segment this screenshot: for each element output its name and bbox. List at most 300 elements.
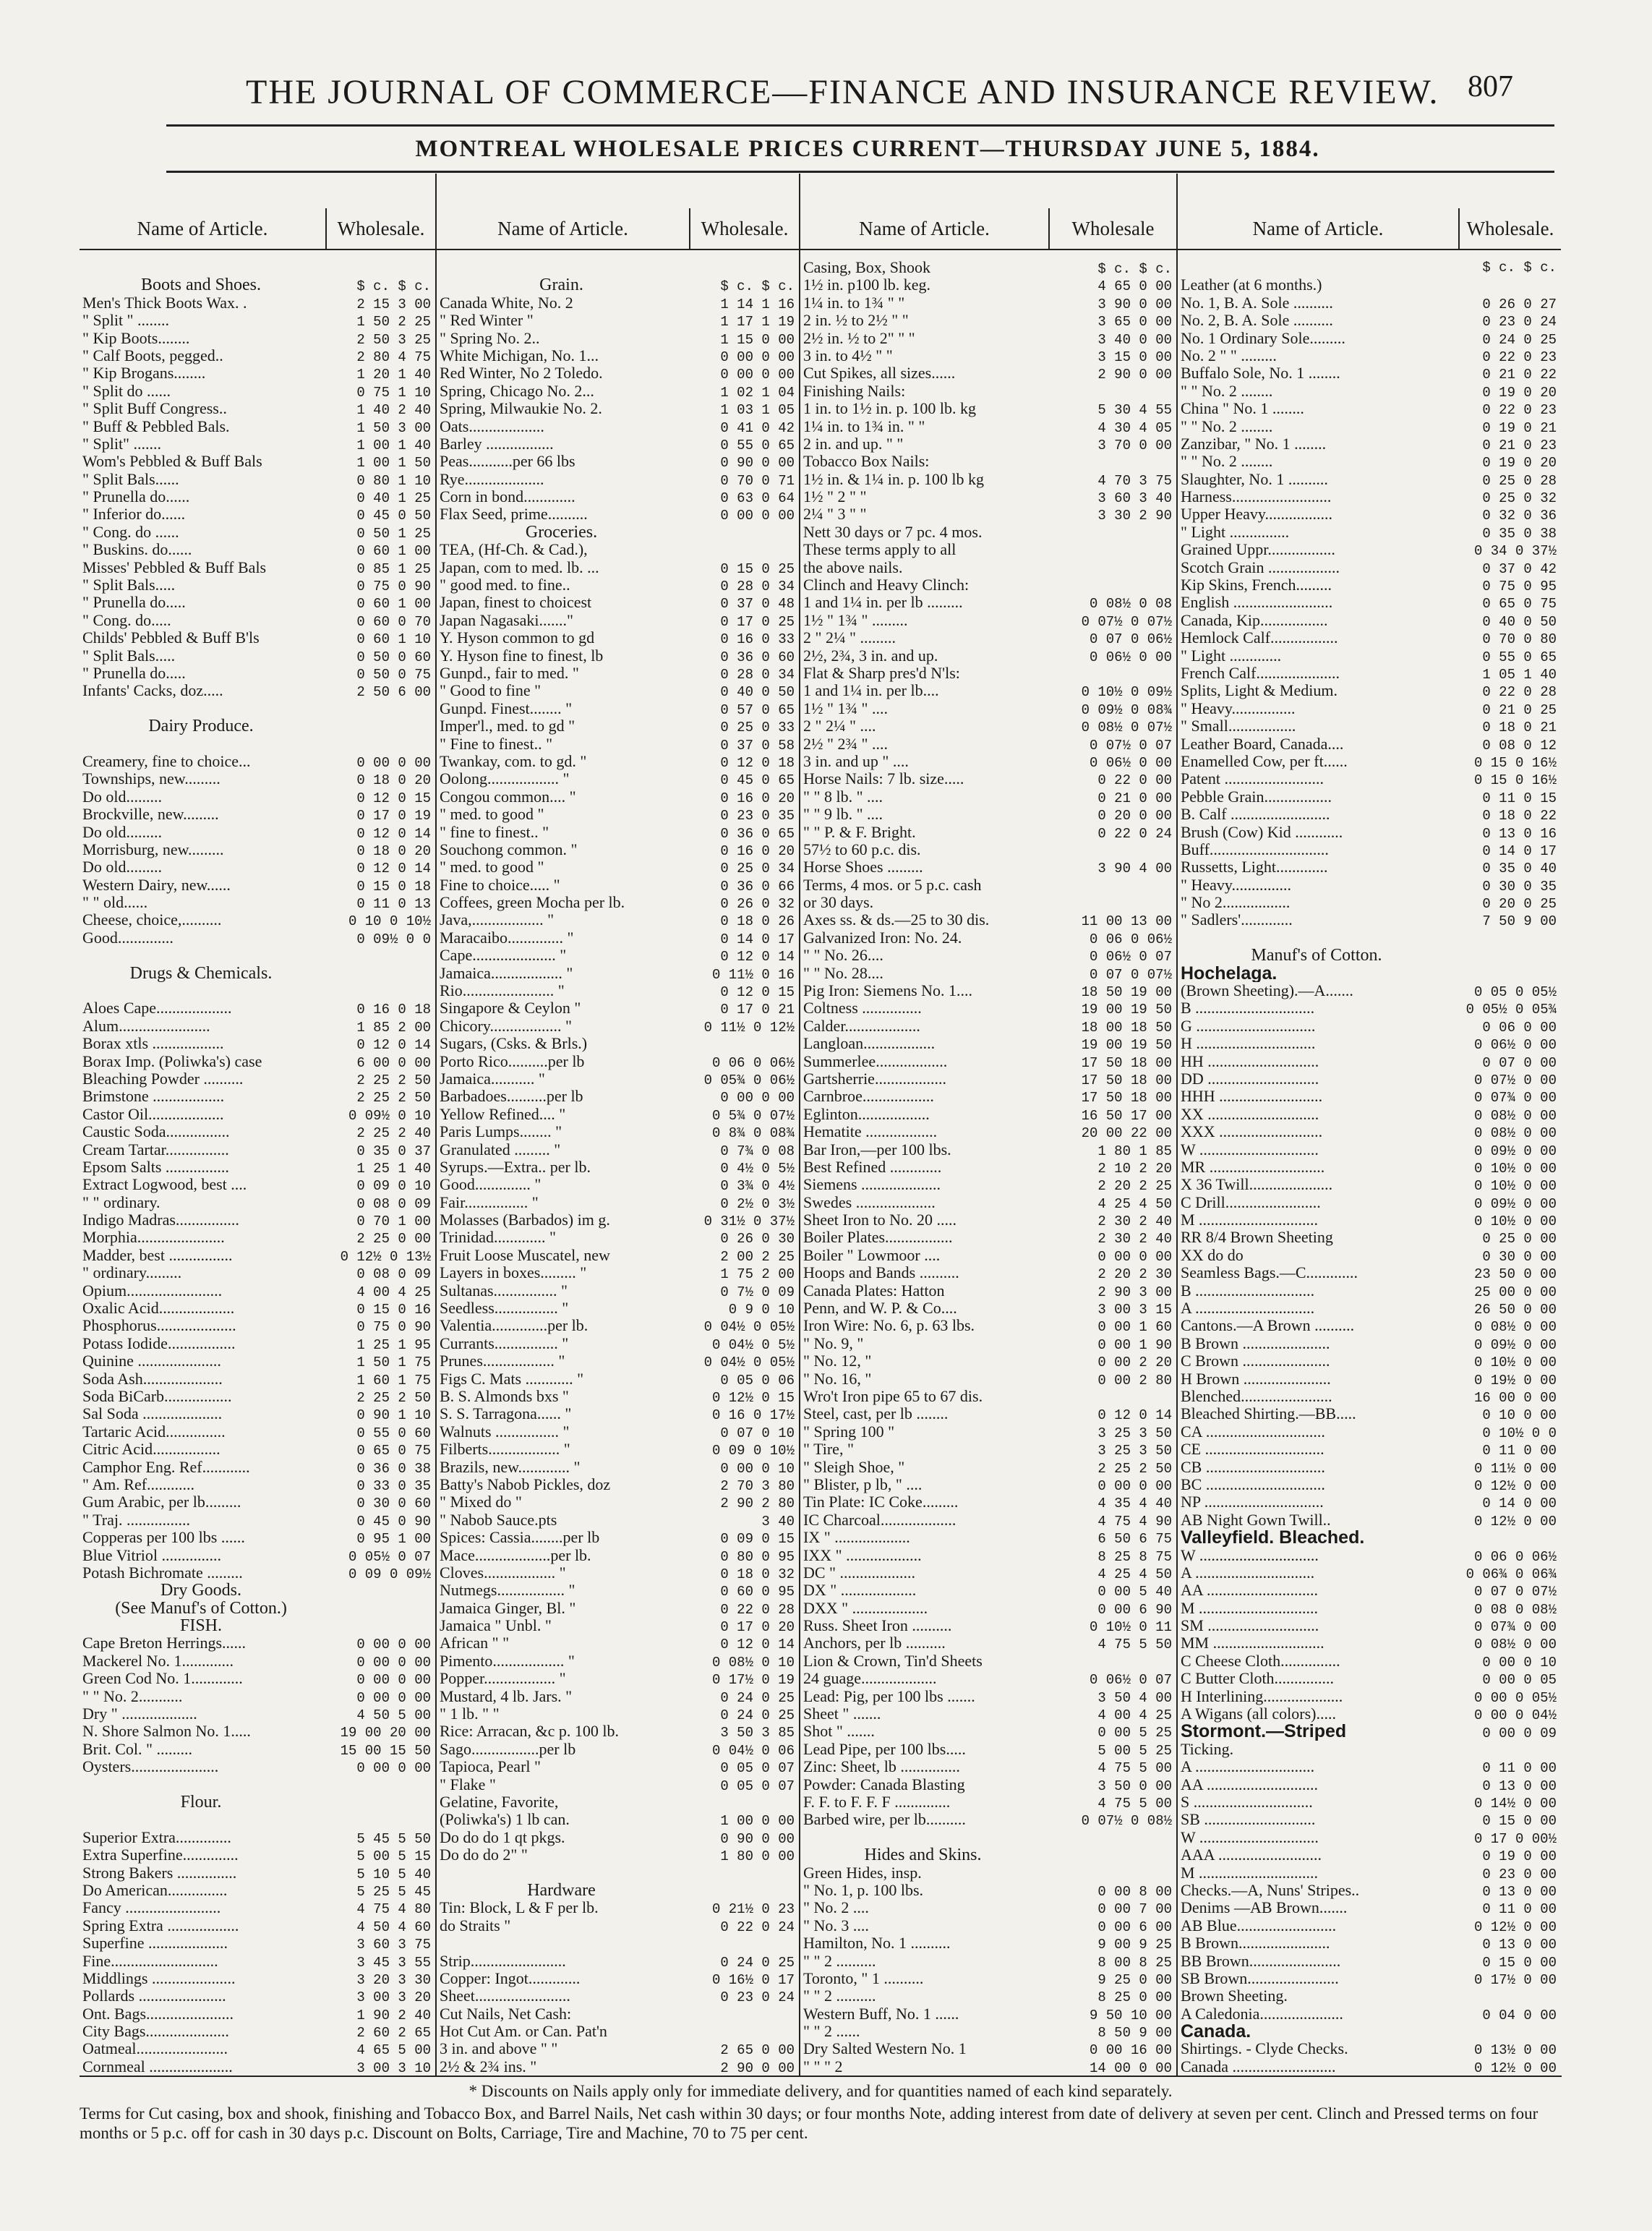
wholesale-price: 0 05 0 06 (720, 1372, 795, 1388)
price-row (1178, 753, 1561, 770)
wholesale-price: 0 57 0 65 (720, 701, 795, 718)
wholesale-price: 2 70 3 80 (720, 1477, 795, 1494)
price-row (437, 435, 799, 453)
article-name: 24 guage................... (803, 1670, 937, 1688)
article-name: Barley ................. (440, 435, 554, 453)
article-name: 2½ & 2¾ ins. " (440, 2057, 537, 2074)
article-name: Hides and Skins. (864, 1846, 982, 1864)
price-row (1178, 1317, 1561, 1334)
price-row (800, 1018, 1176, 1035)
article-name: Carnbroe.................. (803, 1088, 934, 1106)
article-name: " No 2................. (1181, 894, 1291, 912)
price-row (1178, 1176, 1561, 1193)
article-name: " " P. & F. Bright. (803, 823, 916, 841)
wholesale-price: 1 17 1 19 (720, 314, 795, 330)
wholesale-price: 0 12½ 0 00 (1473, 1477, 1557, 1494)
wholesale-price: 0 25 0 33 (720, 720, 795, 736)
price-row (80, 770, 435, 788)
wholesale-price: 17 50 18 00 (1081, 1072, 1172, 1088)
article-name: B. S. Almonds bxs " (440, 1388, 569, 1405)
wholesale-price: 1 40 2 40 (356, 402, 431, 419)
price-rows (437, 250, 799, 2074)
price-row (437, 824, 799, 841)
wholesale-price: 7 50 9 00 (1482, 913, 1557, 930)
price-row (437, 1899, 799, 1916)
price-row (800, 1953, 1176, 1970)
price-row (1178, 1793, 1561, 1811)
article-name: Cape Breton Herrings...... (82, 1634, 247, 1652)
wholesale-price: 0 55 0 60 (356, 1425, 431, 1441)
article-name: M .............................. (1181, 1599, 1319, 1617)
price-row (80, 488, 435, 506)
wholesale-price: 4 75 5 00 (1097, 1760, 1172, 1777)
wholesale-price: 0 07½ 0 07½ (1081, 613, 1172, 630)
price-row (800, 1882, 1176, 1899)
price-row (1178, 259, 1561, 276)
price-row (800, 1300, 1176, 1317)
wholesale-price: 0 00 0 10 (720, 1460, 795, 1477)
price-row (80, 911, 435, 929)
wholesale-price: 0 14 0 00 (1482, 1496, 1557, 1512)
wholesale-price: 0 00 0 00 (720, 1090, 795, 1106)
article-name: Sheet........................ (440, 1987, 570, 2005)
article-name: Twankay, com. to gd. " (440, 752, 587, 770)
price-row (437, 911, 799, 929)
price-row (437, 1088, 799, 1105)
price-row (1178, 400, 1561, 417)
article-name: " med. to good " (440, 806, 544, 824)
price-row (80, 1970, 435, 1987)
price-row (80, 665, 435, 682)
article-name: Drugs & Chemicals. (129, 964, 273, 983)
article-name: Wom's Pebbled & Buff Bals (82, 453, 262, 471)
price-row (80, 471, 435, 488)
article-name: Sugars, (Csks. & Brls.) (440, 1035, 588, 1053)
wholesale-price: 0 08½ 0 10 (711, 1654, 795, 1671)
price-row (800, 435, 1176, 453)
article-name: " Buskins. do...... (82, 541, 192, 559)
price-row (80, 929, 435, 947)
article-name: " Traj. ................ (82, 1511, 190, 1529)
article-name: Swedes .................... (803, 1193, 936, 1211)
price-row (800, 1688, 1176, 1705)
article-name: " " 2 .......... (803, 1987, 876, 2005)
price-row (800, 947, 1176, 964)
article-name: Hematite .................. (803, 1123, 938, 1141)
article-name: Opium........................ (82, 1281, 223, 1300)
article-name: Western Dairy, new...... (82, 876, 231, 894)
wholesale-price: 0 00 5 25 (1097, 1725, 1172, 1741)
article-name: Do do do 2" " (440, 1846, 528, 1864)
wholesale-price: 0 07½ 0 07 (1089, 737, 1172, 754)
article-name: Citric Acid................. (82, 1441, 221, 1459)
price-row (437, 1106, 799, 1123)
price-row (437, 1793, 799, 1811)
wholesale-price: 0 12½ 0 00 (1473, 2060, 1557, 2074)
article-name: B .............................. (1181, 999, 1315, 1018)
price-row (800, 647, 1176, 665)
wholesale-price: 0 09 0 10 (356, 1178, 431, 1195)
price-row (437, 770, 799, 788)
article-name: Sheet " ....... (803, 1705, 881, 1723)
article-name: (See Manuf's of Cotton.) (115, 1599, 287, 1618)
price-row (80, 1705, 435, 1723)
wholesale-price: 0 00 0 00 (720, 508, 795, 524)
price-row (1178, 435, 1561, 453)
article-name: " good med. to fine.. (440, 576, 570, 594)
wholesale-price: 0 00 0 00 (356, 1654, 431, 1671)
article-name: Canada Plates: Hatton (803, 1281, 945, 1300)
article-name: Grained Uppr................. (1181, 541, 1335, 559)
discount-note: * Discounts on Nails apply only for immediate delivery, and for quantities named of each kind separately. (468, 2082, 1173, 2100)
article-name: 1¼ in. to 1¾ in. " " (803, 417, 925, 435)
wholesale-price: 0 12 0 14 (356, 825, 431, 842)
article-name: Dry Goods. (161, 1582, 241, 1600)
article-name: Madder, best ................ (82, 1246, 233, 1264)
article-name: Boiler Plates................. (803, 1229, 953, 1247)
article-name: Russ. Sheet Iron .......... (803, 1617, 952, 1635)
wholesale-price: 3 15 0 00 (1097, 349, 1172, 365)
wholesale-price: 1 20 1 40 (356, 367, 431, 383)
wholesale-price: 0 04 0 00 (1482, 2007, 1557, 2023)
price-row (800, 1441, 1176, 1458)
article-name: Wro't Iron pipe 65 to 67 dis. (803, 1388, 983, 1405)
wholesale-price: 4 00 4 25 (1097, 1707, 1172, 1724)
wholesale-price: 0 9 0 10 (728, 1302, 795, 1318)
article-name: Iron Wire: No. 6, p. 63 lbs. (803, 1317, 975, 1335)
article-name: Popper.................. " (440, 1670, 566, 1688)
price-row (80, 1899, 435, 1916)
price-row (800, 1829, 1176, 1846)
wholesale-price: 0 11½ 0 12½ (703, 1019, 795, 1036)
wholesale-price: 0 28 0 34 (720, 579, 795, 595)
price-row (1178, 1476, 1561, 1493)
article-name: Infants' Cacks, doz..... (82, 682, 223, 700)
article-name: B. Calf ......................... (1181, 806, 1330, 824)
price-row (437, 1547, 799, 1564)
price-row (437, 1600, 799, 1617)
price-row (800, 1811, 1176, 1828)
article-name: Steel, cast, per lb ........ (803, 1405, 949, 1423)
article-name: " Kip Brogans........ (82, 364, 206, 383)
wholesale-price: 0 16 0 18 (356, 1002, 431, 1018)
article-name: Superior Extra.............. (82, 1828, 231, 1846)
price-row (800, 1423, 1176, 1441)
price-row (437, 1688, 799, 1705)
article-name: " Prunella do..... (82, 664, 186, 682)
article-name: Superfine .................... (82, 1934, 228, 1953)
wholesale-price: 0 11 0 13 (356, 896, 431, 913)
article-name: Buffalo Sole, No. 1 ........ (1181, 364, 1340, 383)
article-name: " " 9 lb. " .... (803, 806, 883, 824)
wholesale-price: 17 50 18 00 (1081, 1054, 1172, 1071)
section-heading (80, 965, 435, 982)
price-row (80, 1035, 435, 1052)
article-name: Y. Hyson common to gd (440, 629, 595, 647)
article-name: Fine to choice..... " (440, 876, 560, 894)
article-name: Canada, Kip................. (1181, 611, 1328, 629)
article-name: 3 in. to 4½ " " (803, 346, 893, 364)
price-row (1178, 1511, 1561, 1529)
price-row (1178, 594, 1561, 611)
wholesale-price: 0 19 0 21 (1482, 419, 1557, 436)
wholesale-price: 4 25 4 50 (1097, 1566, 1172, 1582)
wholesale-price: 0 00 0 00 (1097, 1248, 1172, 1265)
article-name: DD ............................ (1181, 1070, 1319, 1088)
wholesale-price: 5 30 4 55 (1097, 402, 1172, 419)
price-row (800, 471, 1176, 488)
wholesale-price: 3 40 0 00 (1097, 331, 1172, 348)
price-row (80, 1670, 435, 1687)
price-row (80, 1317, 435, 1334)
price-row (80, 1634, 435, 1652)
wholesale-price: 2 25 2 50 (356, 1090, 431, 1106)
wholesale-price: 1 60 1 75 (356, 1372, 431, 1388)
article-name: Chicory.................. " (440, 1017, 572, 1035)
price-row (1178, 1564, 1561, 1582)
price-row (437, 1459, 799, 1476)
article-name: Men's Thick Boots Wax. . (82, 294, 247, 312)
price-rows (800, 250, 1176, 2074)
wholesale-price: 0 19 0 20 (1482, 455, 1557, 472)
wholesale-price: 0 05 0 05½ (1473, 984, 1557, 1001)
wholesale-price: 4 75 5 00 (1097, 1795, 1172, 1812)
price-row (1178, 841, 1561, 858)
article-name: Kip Skins, French......... (1181, 576, 1332, 594)
price-row (1178, 347, 1561, 364)
article-name: Borax xtls .................. (82, 1035, 224, 1053)
price-row (800, 276, 1176, 294)
price-row (800, 911, 1176, 929)
price-row (437, 1317, 799, 1334)
wholesale-price: 0 04½ 0 05½ (703, 1319, 795, 1336)
price-row (437, 1934, 799, 1952)
terms-note: Terms for Cut casing, box and shook, finishing and Tobacco Box, and Barrel Nails, Net cash within 30 days; or four months Note, adding interest from date of delivery at seven per cent. Clinch and Pressed terms on four months or 5 p.c. off for cash in 30 days p.c. Discount on Bolts, Carriage, Tire and Machine, 70 to 75 per cent. (80, 2104, 1538, 2142)
wholesale-price: 0 12 0 14 (720, 1637, 795, 1653)
wholesale-price: 19 00 19 50 (1081, 1002, 1172, 1018)
wholesale-price: 3 00 3 15 (1097, 1302, 1172, 1318)
price-row (1178, 1582, 1561, 1599)
wholesale-price: $ c. $ c. (356, 278, 431, 295)
article-name: Enamelled Cow, per ft...... (1181, 752, 1348, 770)
article-name: XXX .......................... (1181, 1123, 1323, 1141)
wholesale-price: 0 17 0 19 (356, 808, 431, 824)
wholesale-price: 17 50 18 00 (1081, 1090, 1172, 1106)
article-name: Canada. (1181, 2023, 1251, 2041)
price-row (437, 735, 799, 753)
article-name: Borax Imp. (Poliwka's) case (82, 1052, 262, 1070)
section-heading (80, 1617, 435, 1634)
wholesale-price: 0 35 0 40 (1482, 861, 1557, 877)
article-name: Lead Pipe, per 100 lbs..... (803, 1740, 966, 1758)
wholesale-price: 0 06 0 06½ (711, 1054, 795, 1071)
article-name: Anchors, per lb .......... (803, 1634, 946, 1652)
price-row (80, 506, 435, 523)
wholesale-price: 4 50 5 00 (356, 1707, 431, 1724)
price-row (1178, 1300, 1561, 1317)
article-name: the above nails. (803, 558, 903, 576)
article-name: " Sadlers'............. (1181, 911, 1293, 929)
article-name: " " " 2 (803, 2057, 843, 2074)
article-name: (Brown Sheeting).—A....... (1181, 982, 1353, 1000)
price-row (437, 400, 799, 417)
wholesale-price: 0 40 0 50 (720, 684, 795, 701)
price-row (80, 1864, 435, 1882)
wholesale-price: 4 00 4 25 (356, 1284, 431, 1300)
price-row (80, 947, 435, 964)
price-row (437, 1423, 799, 1441)
article-name: " " No. 2 ........ (1181, 382, 1273, 400)
article-name: " Heavy................ (1181, 699, 1296, 717)
article-name: Mustard, 4 lb. Jars. " (440, 1687, 573, 1705)
article-name: Mace...................per lb. (440, 1546, 591, 1564)
wholesale-price: 0 15 0 16 (356, 1302, 431, 1318)
article-name: Japan Nagasaki......." (440, 611, 573, 629)
wholesale-price: 0 21 0 00 (1097, 790, 1172, 806)
article-name: Slaughter, No. 1 .......... (1181, 470, 1328, 488)
wholesale-price: 3 25 3 50 (1097, 1443, 1172, 1459)
wholesale-price: 0 00 1 60 (1097, 1319, 1172, 1336)
price-row (80, 1247, 435, 1264)
price-row (437, 965, 799, 982)
wholesale-price: 0 25 0 00 (1482, 1231, 1557, 1247)
price-row (437, 2058, 799, 2074)
wholesale-price: 0 08 0 12 (1482, 737, 1557, 754)
price-row (437, 2005, 799, 2023)
wholesale-price: 0 07 0 07½ (1089, 966, 1172, 983)
article-name: African " " (440, 1634, 510, 1652)
wholesale-price: 0 26 0 27 (1482, 296, 1557, 312)
price-row (80, 647, 435, 665)
price-row (437, 2040, 799, 2057)
price-row (800, 524, 1176, 541)
price-row (800, 1176, 1176, 1193)
article-name: Rice: Arracan, &c p. 100 lb. (440, 1723, 620, 1741)
wholesale-price: 0 3¾ 0 4½ (720, 1178, 795, 1195)
price-row (437, 1441, 799, 1458)
price-row (80, 259, 435, 276)
wholesale-price: 4 25 4 50 (1097, 1195, 1172, 1212)
price-row (1178, 1053, 1561, 1070)
price-row (1178, 1405, 1561, 1422)
header-wholesale: Wholesale. (325, 208, 435, 249)
article-name: Green Hides, insp. (803, 1864, 922, 1882)
article-name: Leather Board, Canada.... (1181, 735, 1344, 753)
article-name: Brush (Cow) Kid ............ (1181, 823, 1343, 841)
section-heading (80, 1582, 435, 1599)
article-name: " med. to good " (440, 858, 544, 876)
article-name: Green Cod No. 1............. (82, 1670, 243, 1688)
wholesale-price: 0 00 6 00 (1097, 1919, 1172, 1935)
article-name: Brazils, new............. " (440, 1458, 581, 1476)
article-name: " Prunella do...... (82, 488, 190, 506)
price-row (1178, 383, 1561, 400)
price-row (800, 770, 1176, 788)
article-name: " Light ............. (1181, 647, 1282, 665)
price-row (800, 1317, 1176, 1334)
price-row (437, 982, 799, 999)
price-row (437, 612, 799, 629)
wholesale-price: 0 30 0 00 (1482, 1248, 1557, 1265)
header-rule-bottom (166, 171, 1554, 173)
wholesale-price: 2 10 2 20 (1097, 1160, 1172, 1177)
price-row (1178, 559, 1561, 576)
wholesale-price: 0 11 0 15 (1482, 790, 1557, 806)
wholesale-price: 0 00 2 80 (1097, 1372, 1172, 1388)
article-name: Summerlee.................. (803, 1052, 948, 1070)
price-row (80, 841, 435, 858)
price-row (800, 1705, 1176, 1723)
article-name: BB Brown....................... (1181, 1952, 1341, 1970)
article-name: Upper Heavy................. (1181, 506, 1332, 524)
article-name: 1 and 1¼ in. per lb.... (803, 682, 939, 700)
price-row (1178, 770, 1561, 788)
price-row (80, 735, 435, 753)
article-name: Galvanized Iron: No. 24. (803, 929, 962, 947)
price-row (800, 364, 1176, 382)
article-name: " " 2 ...... (803, 2023, 860, 2041)
wholesale-price: 0 00 0 00 (356, 1637, 431, 1653)
wholesale-price: 3 60 3 75 (356, 1937, 431, 1953)
article-name: X 36 Twill..................... (1181, 1176, 1333, 1194)
price-row (437, 330, 799, 347)
price-row (800, 1511, 1176, 1529)
article-name: IXX " ................... (803, 1546, 922, 1564)
wholesale-price: 0 09½ 0 00 (1473, 1143, 1557, 1159)
price-row (437, 506, 799, 523)
article-name: F. F. to F. F. F .............. (803, 1793, 951, 1811)
article-name: Clinch and Heavy Clinch: (803, 576, 970, 594)
price-row (80, 1882, 435, 1899)
article-name: FISH. (179, 1617, 223, 1635)
price-row (1178, 506, 1561, 523)
wholesale-price: 0 30 0 60 (356, 1496, 431, 1512)
wholesale-price: 0 00 0 10 (1482, 1654, 1557, 1671)
price-row (800, 665, 1176, 682)
article-name: Casing, Box, Shook (803, 259, 931, 276)
price-row (800, 2023, 1176, 2040)
wholesale-price: 0 45 0 90 (356, 1513, 431, 1530)
price-row (800, 1405, 1176, 1422)
article-name: DXX " ................... (803, 1599, 928, 1617)
article-name: " Flake " (440, 1775, 496, 1793)
price-row (1178, 665, 1561, 682)
wholesale-price: 0 90 1 10 (356, 1407, 431, 1424)
brand-heading (1178, 965, 1561, 982)
price-row (80, 559, 435, 576)
price-row (80, 700, 435, 717)
wholesale-price: 4 75 4 80 (356, 1901, 431, 1918)
price-row (437, 1335, 799, 1352)
price-row (800, 1793, 1176, 1811)
price-row (800, 1335, 1176, 1352)
article-name: " Fine to finest.. " (440, 735, 553, 753)
wholesale-price: 0 13 0 16 (1482, 825, 1557, 842)
article-name: " 1 lb. " " (440, 1705, 500, 1723)
wholesale-price: 0 10 0 10½ (348, 913, 431, 930)
price-column-4 (1178, 208, 1561, 2074)
article-name: Nutmegs................. " (440, 1582, 575, 1600)
wholesale-price: 0 18 0 21 (1482, 720, 1557, 736)
wholesale-price: 0 11 0 00 (1482, 1760, 1557, 1777)
wholesale-price: 4 35 4 40 (1097, 1496, 1172, 1512)
wholesale-price: 0 08 0 08½ (1473, 1601, 1557, 1618)
price-row (800, 1600, 1176, 1617)
article-name: 1 in. to 1½ in. p. 100 lb. kg (803, 400, 976, 418)
wholesale-price: 20 00 22 00 (1081, 1125, 1172, 1142)
article-name: Grain. (539, 276, 583, 294)
price-row (437, 841, 799, 858)
